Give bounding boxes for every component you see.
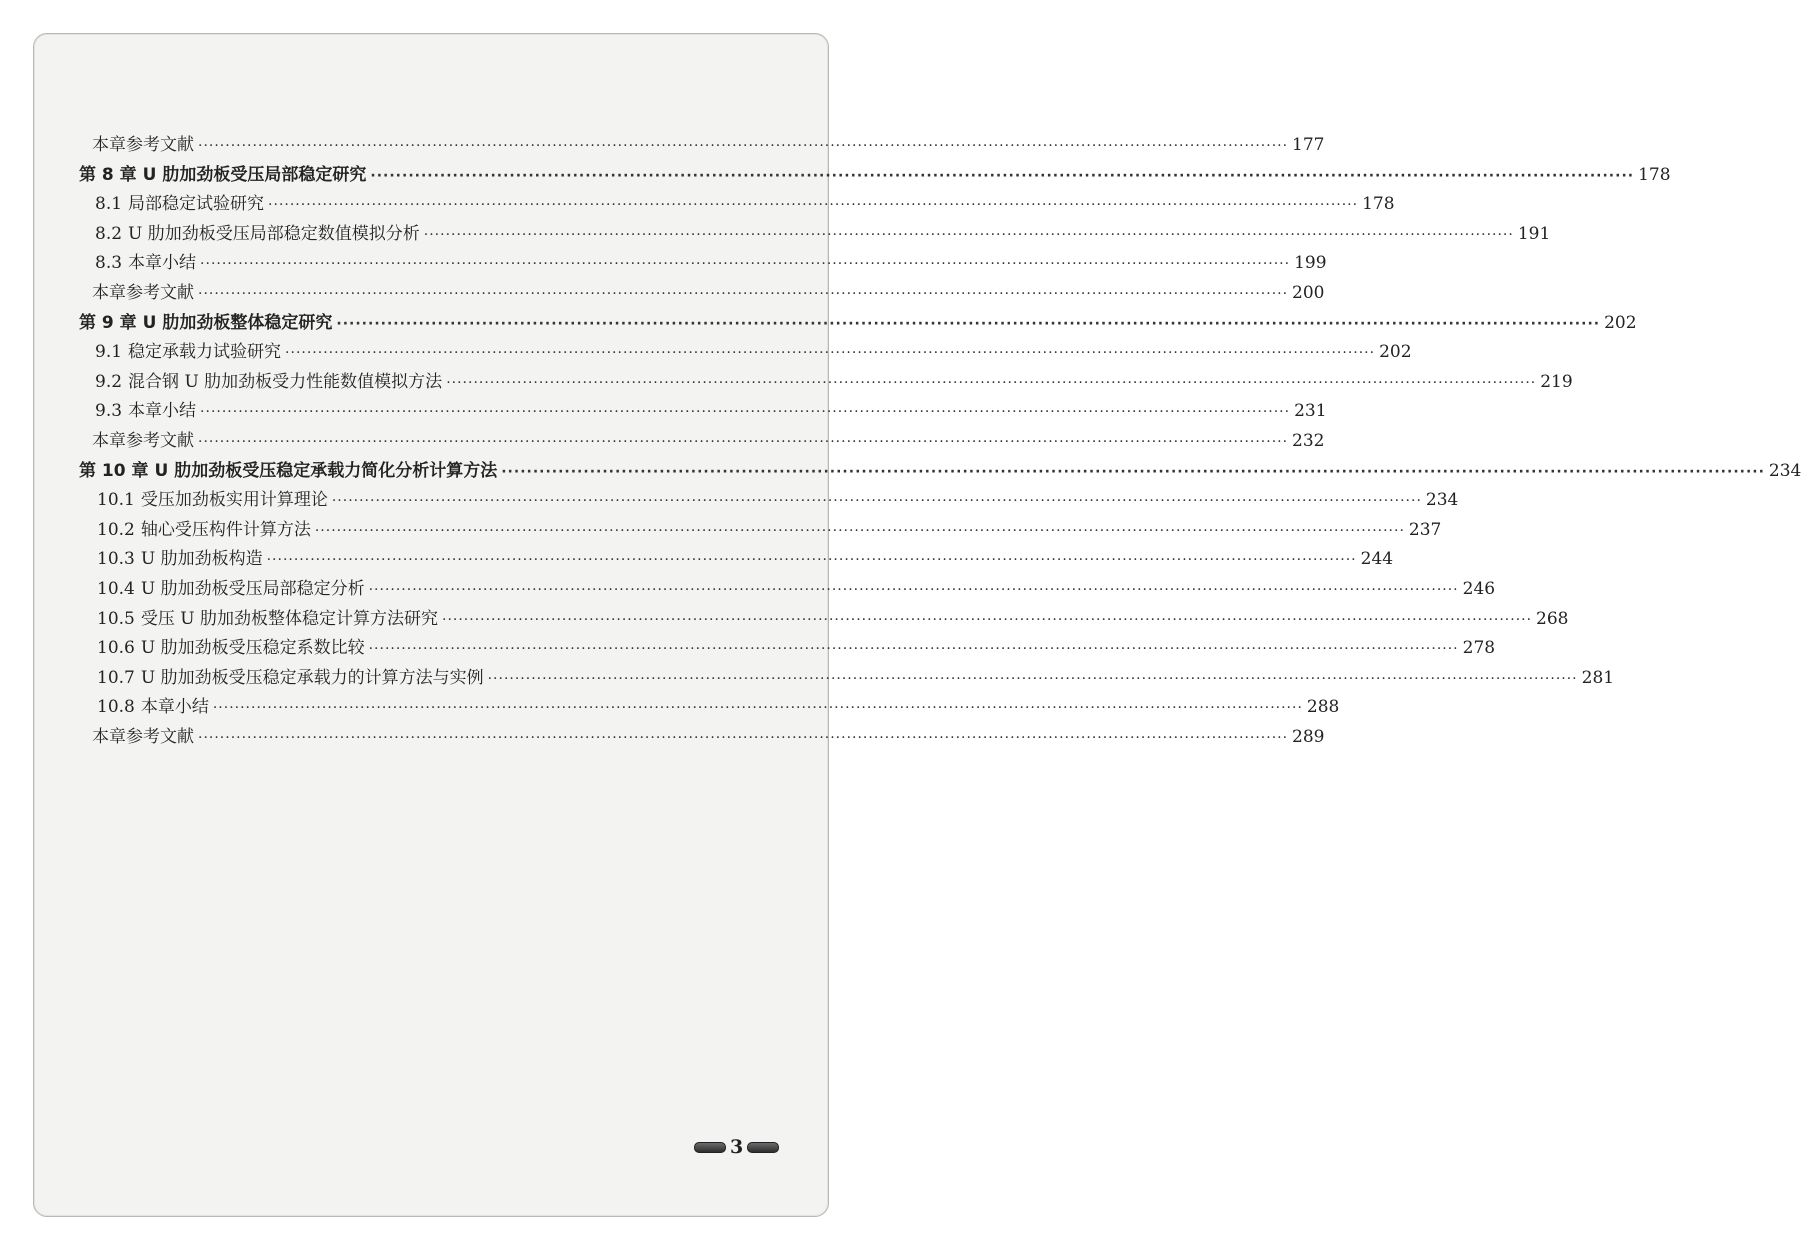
- toc-entry-page: 177: [1292, 135, 1325, 155]
- toc-entry[interactable]: [95, 337, 1412, 367]
- toc-entry-number: 8.3: [95, 253, 123, 274]
- toc-entry[interactable]: [79, 308, 1637, 338]
- dot-leader: ········································································································································································································: [368, 582, 1459, 598]
- toc-entry-title: U 肋加劲板受压局部稳定数值模拟分析: [128, 223, 420, 244]
- toc-entry-title: U 肋加劲板受压局部稳定研究: [142, 164, 367, 185]
- toc-entry-title: 本章小结: [140, 697, 209, 718]
- toc-entry-number: 第 9 章: [79, 312, 137, 333]
- dot-leader: ········································································································································································································: [198, 286, 1289, 302]
- dot-leader: ········································································································································································································: [268, 197, 1359, 214]
- dot-leader: ········································································································································································································: [423, 226, 1514, 243]
- toc-entry[interactable]: [92, 278, 1325, 308]
- toc-entry-number: 10.4: [97, 579, 135, 599]
- dot-leader: ········································································································································································································: [446, 374, 1537, 391]
- dot-leader: ········································································································································································································: [198, 138, 1289, 154]
- toc-entry[interactable]: [95, 189, 1395, 219]
- dot-leader: ········································································································································································································: [336, 315, 1601, 332]
- toc-entry-page: 232: [1292, 431, 1325, 451]
- toc-entry[interactable]: [92, 130, 1325, 160]
- page-number: 3: [730, 1136, 744, 1158]
- toc-entry-page: 199: [1294, 253, 1327, 274]
- toc-entry-page: 200: [1292, 283, 1325, 303]
- toc-entry[interactable]: [97, 663, 1615, 693]
- toc-entry-number: 第 10 章: [79, 460, 149, 481]
- toc-entry-title: 受压 U 肋加劲板整体稳定计算方法研究: [140, 608, 438, 629]
- toc-entry-title: U 肋加劲板受压稳定承载力的计算方法与实例: [140, 667, 484, 688]
- toc-entry-number: 8.2: [95, 223, 123, 244]
- toc-entry-title: U 肋加劲板受压稳定承载力简化分析计算方法: [154, 460, 498, 481]
- toc-entry-title: 本章参考文献: [92, 727, 194, 747]
- toc-entry-title: 本章参考文献: [92, 283, 194, 303]
- toc-entry[interactable]: [95, 367, 1573, 397]
- toc-entry-number: 10.3: [97, 549, 135, 570]
- toc-entry-page: 178: [1638, 164, 1671, 185]
- toc-entry-page: 234: [1425, 490, 1459, 511]
- toc-entry-number: 10.7: [97, 667, 135, 688]
- toc-entry[interactable]: [95, 396, 1327, 426]
- toc-entry-number: 10.8: [97, 697, 135, 718]
- toc-entry-title: U 肋加劲板构造: [140, 549, 263, 570]
- toc-entry-title: U 肋加劲板受压稳定系数比较: [140, 638, 365, 659]
- toc-entry-number: 10.5: [97, 608, 135, 629]
- toc-entry-title: 受压加劲板实用计算理论: [140, 490, 328, 511]
- toc-entry-number: 第 8 章: [79, 164, 137, 185]
- toc-entry[interactable]: [97, 633, 1496, 663]
- toc-entry-page: 246: [1462, 579, 1496, 599]
- toc-entry-title: 本章小结: [128, 401, 197, 422]
- dot-leader: ········································································································································································································: [200, 404, 1291, 421]
- dot-leader: ········································································································································································································: [285, 345, 1376, 362]
- dot-leader: ········································································································································································································: [198, 434, 1289, 450]
- toc-entry-page: 288: [1306, 697, 1340, 718]
- bleed-through-text: [80, 762, 770, 793]
- toc-entry[interactable]: [79, 456, 1801, 486]
- toc-entry-title: 局部稳定试验研究: [128, 194, 265, 215]
- dot-leader: ········································································································································································································: [331, 493, 1422, 510]
- toc-entry[interactable]: [92, 426, 1325, 456]
- toc-entry-page: 202: [1604, 312, 1637, 333]
- toc-entry-page: 278: [1462, 638, 1496, 659]
- toc-entry[interactable]: [79, 160, 1671, 190]
- toc-entry[interactable]: [92, 722, 1325, 752]
- toc-entry-number: 9.1: [95, 342, 123, 363]
- toc-entry[interactable]: [97, 574, 1496, 604]
- dot-leader: ········································································································································································································: [266, 552, 1357, 569]
- toc-entry-title: 本章小结: [128, 253, 197, 274]
- toc-entry-page: 219: [1540, 371, 1573, 392]
- toc-entry-page: 237: [1408, 519, 1442, 540]
- toc-entry-number: 10.1: [97, 490, 135, 511]
- toc-entry-number: 8.1: [95, 194, 123, 215]
- toc-entry-title: 本章参考文献: [92, 431, 194, 451]
- toc-entry-number: 9.3: [95, 401, 123, 422]
- page-footer: [694, 1136, 779, 1158]
- toc-entry-page: 289: [1292, 727, 1325, 747]
- book-page: [33, 33, 1801, 1217]
- toc-entry[interactable]: [97, 692, 1340, 722]
- toc-entry[interactable]: [95, 248, 1327, 278]
- toc-entry-title: U 肋加劲板受压局部稳定分析: [140, 579, 365, 599]
- dot-leader: ········································································································································································································: [212, 700, 1303, 717]
- dot-leader: ········································································································································································································: [368, 641, 1459, 658]
- dot-leader: ········································································································································································································: [442, 611, 1533, 628]
- dot-leader: ········································································································································································································: [198, 730, 1289, 746]
- toc-entry-number: 9.2: [95, 371, 123, 392]
- toc-entry-page: 178: [1362, 194, 1395, 215]
- toc-entry-page: 268: [1536, 608, 1569, 629]
- toc-entry-page: 191: [1517, 223, 1551, 244]
- toc-entry-title: 稳定承载力试验研究: [128, 342, 282, 363]
- toc-entry[interactable]: [95, 219, 1551, 249]
- toc-entry[interactable]: [97, 544, 1394, 574]
- left-ornament-icon: [694, 1142, 726, 1153]
- right-ornament-icon: [747, 1142, 779, 1153]
- toc-entry-page: 202: [1379, 342, 1412, 363]
- toc-entry[interactable]: [97, 485, 1459, 515]
- dot-leader: ········································································································································································································: [314, 522, 1405, 539]
- toc-entry-page: 234: [1768, 460, 1801, 481]
- toc-entry-title: 混合钢 U 肋加劲板受力性能数值模拟方法: [128, 371, 443, 392]
- toc-entry-number: 10.2: [97, 519, 135, 540]
- dot-leader: ········································································································································································································: [501, 463, 1765, 480]
- toc-entry-title: 本章参考文献: [92, 135, 194, 155]
- toc-entry[interactable]: [97, 515, 1442, 545]
- toc-entry-number: 10.6: [97, 638, 135, 659]
- toc-entry-page: 231: [1294, 401, 1327, 422]
- toc-entry-page: 244: [1360, 549, 1394, 570]
- dot-leader: ········································································································································································································: [370, 167, 1635, 184]
- toc-entry-title: U 肋加劲板整体稳定研究: [142, 312, 333, 333]
- dot-leader: ········································································································································································································: [487, 670, 1578, 687]
- toc-entry-page: 281: [1581, 667, 1615, 688]
- dot-leader: ········································································································································································································: [200, 256, 1291, 273]
- toc-entry-title: 轴心受压构件计算方法: [140, 519, 311, 540]
- toc-entry[interactable]: [97, 604, 1569, 634]
